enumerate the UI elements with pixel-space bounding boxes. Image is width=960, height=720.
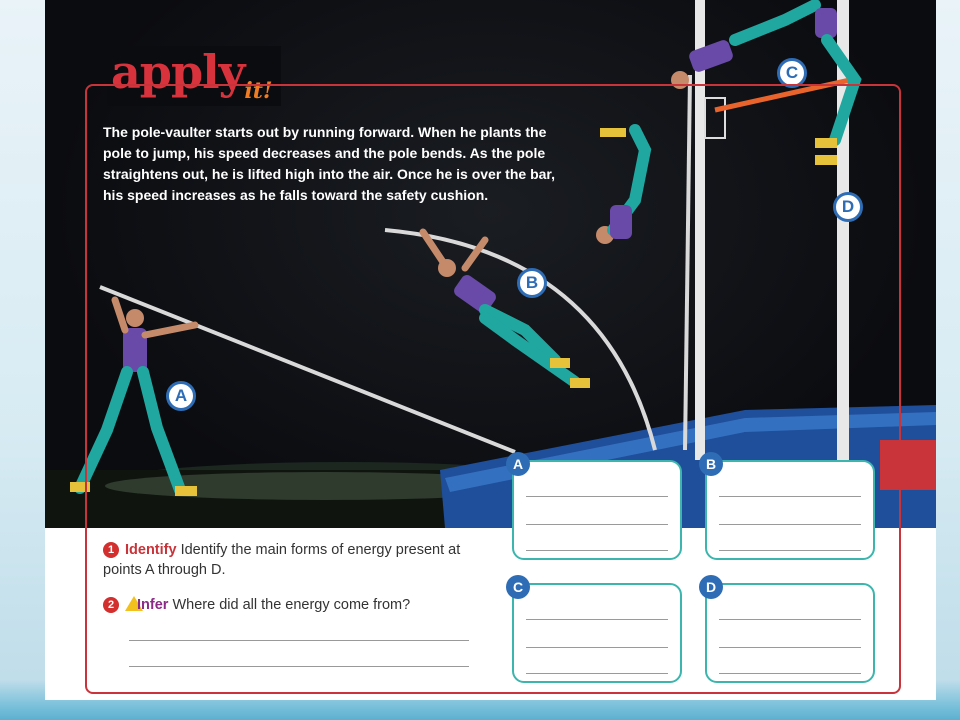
title-suffix: it!	[244, 78, 273, 104]
answer-box-d[interactable]	[705, 579, 875, 683]
question-1-skill: Identify	[125, 542, 177, 558]
question-2-number: 2	[103, 597, 119, 613]
question-2	[103, 595, 483, 615]
question-2-answer-line-2[interactable]	[129, 666, 469, 667]
question-2-answer-line-1[interactable]	[129, 640, 469, 641]
question-2-text: Where did all the energy come from?	[172, 597, 411, 613]
answer-box-b[interactable]	[705, 456, 875, 560]
apply-it-title	[107, 46, 281, 106]
photo-label-c: C	[777, 58, 807, 88]
worksheet-page	[45, 0, 936, 700]
answer-box-b-label: B	[699, 452, 723, 476]
question-1-number: 1	[103, 542, 119, 558]
answer-box-a-label: A	[506, 452, 530, 476]
question-1	[103, 540, 473, 580]
photo-label-b: B	[517, 268, 547, 298]
question-2-skill: Infer	[137, 597, 169, 613]
question-1-text: Identify the main forms of energy present at points A through D.	[103, 542, 461, 578]
photo-label-a: A	[166, 381, 196, 411]
answer-box-a[interactable]	[512, 456, 682, 560]
pole-vault-photo	[45, 0, 936, 528]
athlete-mid	[596, 128, 645, 244]
answer-box-c-label: C	[506, 575, 530, 599]
photo-label-d: D	[833, 192, 863, 222]
title-word: apply	[111, 45, 245, 99]
intro-paragraph: The pole-vaulter starts out by running forward. When he plants the pole to jump, his speed decreases and the pole bends. As the pole straightens out, he is lifted high into the air. Once he is over the bar, his speed increases as he falls toward the safety cushion.	[103, 124, 555, 203]
answer-box-d-label: D	[699, 575, 723, 599]
athlete-b	[423, 232, 590, 388]
answer-box-c[interactable]	[512, 579, 682, 683]
